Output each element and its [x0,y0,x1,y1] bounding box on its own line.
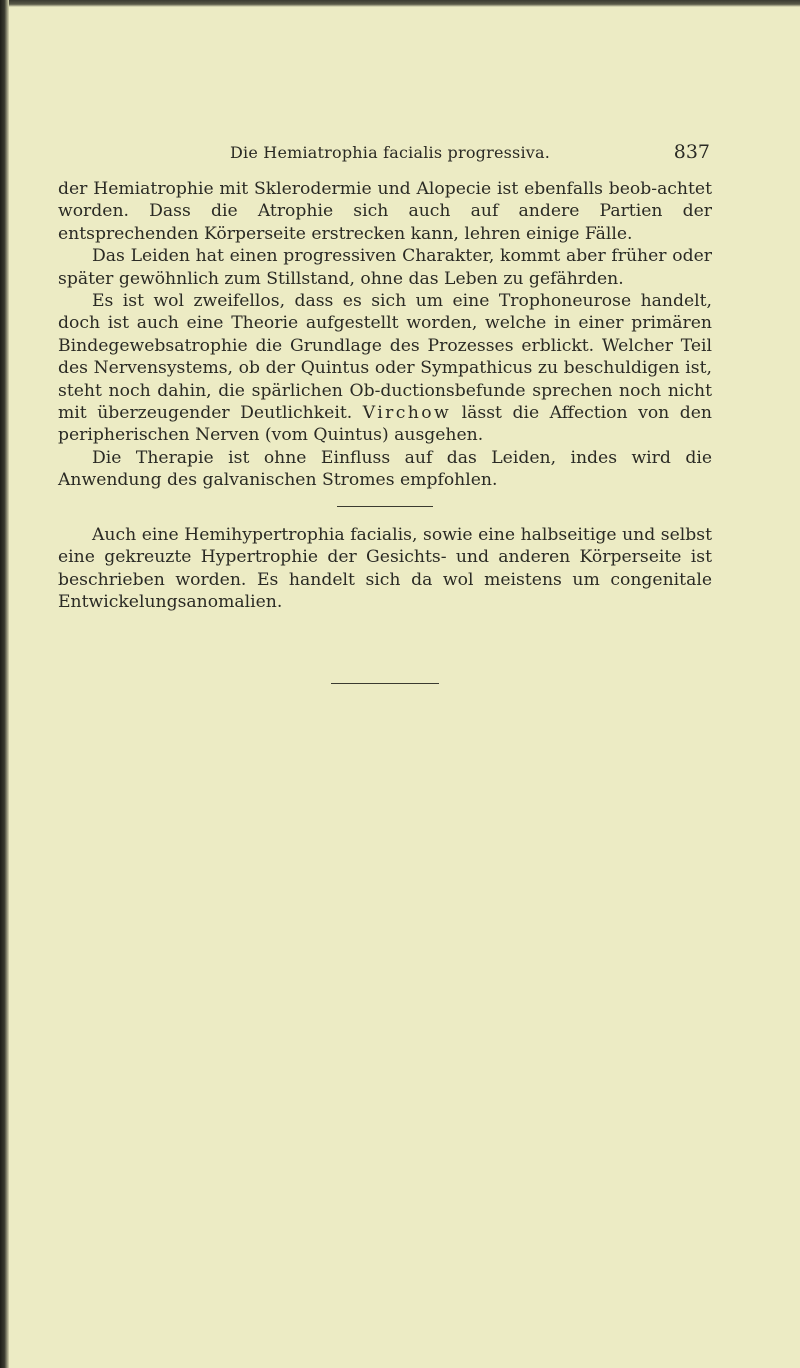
paragraph-continuation: der Hemiatrophie mit Sklerodermie und Alopecie ist ebenfalls beob-achtet worden. Dass die Atrophie sich auch auf andere Partien der entsprechenden Körperseite erstrecken kann, lehren einige Fälle. [58,179,712,244]
page-header [60,143,710,169]
paragraph-pathogenesis [58,290,712,447]
paragraph-course: Das Leiden hat einen progressiven Charakter, kommt aber früher oder später gewöhnlich zum Stillstand, ohne das Leben zu gefährden. [58,246,712,289]
page-body [58,178,712,684]
paragraph-pathogenesis-text: Es ist wol zweifellos, dass es sich um eine Trophoneurose handelt, doch ist auch eine Theorie aufgestellt worden, welche in einer primären Bindegewebsatrophie die Grundlage des Prozesses erblickt. Welcher Teil des Nervensystems, ob der Quintus oder Sympathicus zu beschuldigen ist, steht noch dahin, die spärlichen Ob-ductionsbefunde sprechen noch nicht mit überzeugender Deutlichkeit. [58,291,712,424]
running-title: Die Hemiatrophia facialis progressiva. [230,143,551,162]
section-end-divider [331,683,439,684]
section-divider [337,506,433,507]
paragraph-hemihypertrophy: Auch eine Hemihypertrophia facialis, sowie eine halbseitige und selbst eine gekreuzte Hypertrophie der Gesichts- und anderen Körperseite ist beschrieben worden. Es handelt sich da wol meistens um congenitale Entwickelungsanomalien. [58,524,712,612]
page-number: 837 [673,141,710,163]
paragraph-pathogenesis-end: lässt die Affection von den peripherischen Nerven (vom Quintus) ausgehen. [58,403,713,446]
author-name-virchow: Virchow [362,403,452,424]
page-top-edge-shadow [0,0,800,7]
paragraph-therapy: Die Therapie ist ohne Einfluss auf das Leiden, indes wird die Anwendung des galvanischen Stromes empfohlen. [58,447,712,491]
page-left-edge-shadow [0,0,9,1368]
